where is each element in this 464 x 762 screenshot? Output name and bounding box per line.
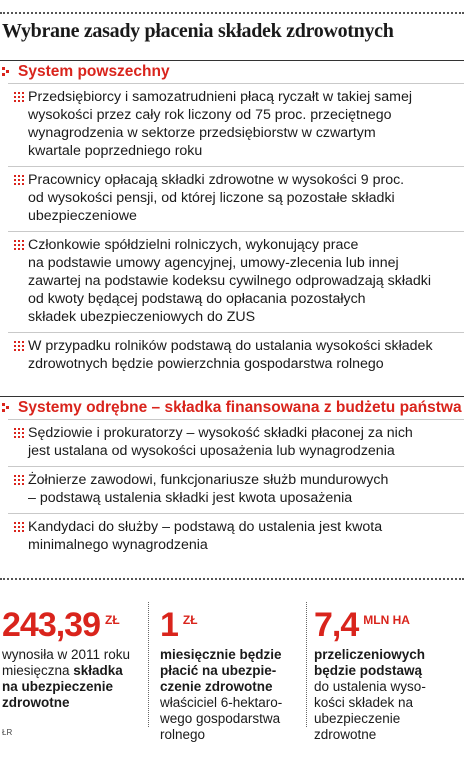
list-item	[8, 466, 464, 513]
stat-unit: MLN HA	[363, 613, 410, 627]
page-title: Wybrane zasady płacenia składek zdrowotnych	[2, 20, 394, 42]
top-dotted-rule	[0, 12, 464, 14]
stat-text-line: zdrowotne	[2, 695, 70, 710]
stat-text-line: właściciel 6-hektaro-	[160, 695, 283, 710]
stat-text-line: przeliczeniowych	[314, 647, 426, 662]
source-label: ŁR	[2, 728, 13, 737]
section-title: System powszechny	[18, 63, 170, 80]
dots-icon	[2, 403, 12, 413]
item-text-line: W przypadku rolników podstawą do ustalania wysokości składek	[28, 338, 433, 354]
item-text-line: wynagrodzenia w sektorze przedsiębiorstw w czwartym	[28, 125, 376, 141]
bullet-grid-icon	[14, 92, 24, 102]
stat-value: 7,4 $^{MLN HA}$	[314, 606, 410, 644]
stats-row	[0, 578, 464, 762]
divider	[148, 602, 149, 727]
stat-text-line: rolnego	[160, 727, 206, 742]
item-text-line: składek ubezpieczeniowych do ZUS	[28, 309, 256, 325]
item-list	[0, 83, 464, 379]
item-text-line: jest ustalana od wysokości uposażenia lub wynagrodzenia	[28, 443, 395, 459]
item-text-line: na podstawie umowy agencyjnej, umowy-zlecenia lub innej	[28, 255, 399, 271]
item-text-line: kwartale poprzedniego roku	[28, 143, 203, 159]
list-item	[8, 83, 464, 166]
stat-unit: ZŁ	[105, 613, 120, 627]
stat-text-line: wego gospodarstwa	[160, 711, 281, 726]
stat-block	[314, 602, 462, 743]
stat-text-line: zdrowotne	[314, 727, 377, 742]
stat-description	[160, 647, 300, 743]
stat-description	[2, 647, 142, 711]
section-header	[0, 396, 464, 419]
item-text-line: Sędziowie i prokuratorzy – wysokość składki płaconej za nich	[28, 425, 413, 441]
stat-block	[160, 602, 300, 743]
stat-unit: ZŁ	[182, 613, 198, 627]
stat-text-line: płacić na ubezpie-	[160, 663, 277, 678]
stat-description	[314, 647, 462, 743]
section-separate-systems	[0, 396, 464, 560]
stat-value: 1 $^{ZŁ}$	[160, 606, 198, 644]
stat-text-line: miesięczna	[2, 663, 70, 678]
divider	[306, 602, 307, 727]
list-item	[8, 166, 464, 231]
stat-text-line: kości składek na	[314, 695, 414, 710]
section-title: Systemy odrębne – składka finansowana z budżetu państwa	[18, 399, 462, 416]
stat-block	[2, 602, 142, 711]
list-item	[8, 332, 464, 379]
bullet-grid-icon	[14, 475, 24, 485]
item-text-line: zawartej na podstawie kodeksu cywilnego odprowadzają składki	[28, 273, 431, 289]
item-text-line: minimalnego wynagrodzenia	[28, 537, 208, 553]
stat-text-tail: składka	[69, 663, 123, 678]
list-item	[8, 419, 464, 466]
stat-text-line: ubezpieczenie	[314, 711, 401, 726]
stat-text-line: czenie zdrowotne	[160, 679, 273, 694]
item-text-line: Członkowie spółdzielni rolniczych, wykonujący prace	[28, 237, 359, 253]
bullet-grid-icon	[14, 240, 24, 250]
stat-text-line: będzie podstawą	[314, 663, 423, 678]
stat-value: 243,39 $^{ZŁ}$	[2, 606, 120, 644]
bullet-grid-icon	[14, 341, 24, 351]
stat-text-line: do ustalenia wyso-	[314, 679, 426, 694]
item-text-line: zdrowotnych będzie powierzchnia gospodarstwa rolnego	[28, 356, 384, 372]
list-item	[8, 231, 464, 332]
item-text-line: ubezpieczeniowe	[28, 208, 137, 224]
item-text-line: Pracownicy opłacają składki zdrowotne w wysokości 9 proc.	[28, 172, 405, 188]
item-text-line: Żołnierze zawodowi, funkcjonariusze służb mundurowych	[28, 472, 389, 488]
item-text-line: – podstawą ustalenia składki jest kwota uposażenia	[28, 490, 353, 506]
bullet-grid-icon	[14, 175, 24, 185]
dots-icon	[2, 67, 12, 77]
bullet-grid-icon	[14, 428, 24, 438]
item-text-line: Przedsiębiorcy i samozatrudnieni płacą ryczałt w takiej samej	[28, 89, 413, 105]
bullet-grid-icon	[14, 522, 24, 532]
item-text-line: od wysokości pensji, od której liczone są pozostałe składki	[28, 190, 395, 206]
item-list	[0, 419, 464, 560]
stat-text-line: miesięcznie będzie	[160, 647, 282, 662]
list-item	[8, 513, 464, 560]
section-header	[0, 60, 464, 83]
item-text-line: Kandydaci do służby – podstawą do ustalenia jest kwota	[28, 519, 383, 535]
section-general-system	[0, 60, 464, 379]
stat-text-line: wynosiła w 2011 roku	[2, 647, 131, 662]
stat-text-line: na ubezpieczenie	[2, 679, 114, 694]
item-text-line: wysokości przez cały rok liczony od 75 proc. przeciętnego	[28, 107, 392, 123]
item-text-line: od kwoty będącej podstawą do opłacania pozostałych	[28, 291, 366, 307]
